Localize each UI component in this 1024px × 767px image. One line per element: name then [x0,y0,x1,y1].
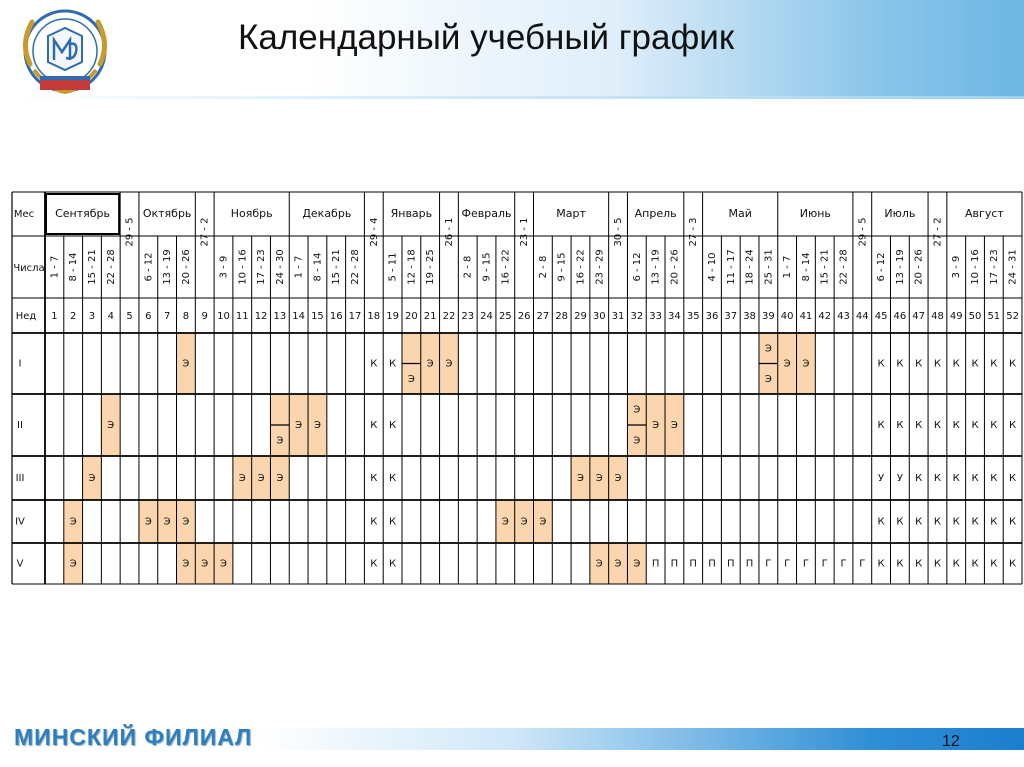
week-number: 32 [630,311,644,322]
schedule-cell: К [990,420,998,431]
schedule-cell: У [896,473,903,484]
schedule-cell: Г [784,558,791,570]
schedule-cell: Г [821,558,828,570]
week-number: 52 [1006,311,1019,322]
date-range: 23 - 29 [594,249,606,285]
cross-month-dates: 26 - 1 [443,217,455,247]
schedule-cell: Э [182,516,190,528]
date-range: 20 - 26 [669,249,681,285]
week-number: 33 [649,311,662,322]
schedule-cell: К [1009,473,1017,484]
date-range: 8 - 14 [312,252,324,282]
week-number: 4 [107,311,114,322]
month-label: Январь [390,207,433,220]
month-label: Ноябрь [230,207,273,220]
week-number: 41 [799,311,813,322]
week-number: 2 [69,311,77,322]
date-range: 22 - 28 [838,249,850,285]
month-label: Июль [884,207,916,220]
date-range: 3 - 9 [218,255,230,279]
schedule-cell: К [896,558,904,570]
week-number: 48 [931,311,944,322]
cross-month-dates: 29 - 4 [368,217,380,247]
week-number: 45 [874,311,888,322]
week-number: 26 [517,311,531,322]
date-range: 2 - 8 [537,255,549,279]
page-number: 12 [942,733,960,750]
date-range: 2 - 8 [462,255,474,279]
date-range: 6 - 12 [143,252,155,282]
schedule-cell: К [952,516,960,528]
schedule-cell: К [370,516,378,528]
schedule-cell: Э [219,558,227,570]
week-number: 20 [405,311,418,322]
date-range: 24 - 30 [274,249,286,285]
date-range: 16 - 22 [500,249,512,285]
week-number: 44 [855,311,869,322]
schedule-cell: П [670,558,679,570]
schedule-cell: К [877,516,885,528]
schedule-cell: К [1009,420,1017,431]
week-number: 18 [367,311,381,322]
schedule-cell: П [651,558,660,570]
week-number: 40 [780,311,794,322]
month-label: Май [728,207,752,220]
schedule-cell: К [915,558,923,570]
week-number: 19 [386,311,399,322]
week-number: 50 [968,311,982,322]
week-number: 22 [442,311,456,322]
schedule-cell: К [971,358,979,370]
schedule-cell: Э [182,358,190,370]
schedule-cell: Э [501,516,509,528]
month-label: Сентябрь [55,207,111,220]
branch-name: МИНСКИЙ ФИЛИАЛ [14,724,253,750]
schedule-cell: Э [144,516,152,528]
course-label: III [15,473,25,484]
cross-month-dates: 27 - 2 [199,217,211,247]
week-number: 11 [235,311,249,322]
date-range: 17 - 23 [988,249,1000,285]
date-range: 19 - 25 [425,249,437,285]
schedule-cell: Э [633,404,641,416]
schedule-cell: К [952,473,960,484]
week-number: 28 [555,311,569,322]
schedule-cell: К [933,558,942,570]
week-number: 23 [461,311,475,322]
week-number: 13 [273,311,287,322]
slide-title: Календарный учебный график [238,18,735,57]
month-label: Март [556,207,586,220]
cross-month-dates: 23 - 1 [519,217,531,247]
date-range: 11 - 17 [725,249,737,285]
date-range: 15 - 21 [86,249,98,285]
schedule-cell: П [727,558,735,570]
schedule-cell: Э [633,435,641,447]
week-number: 16 [329,311,343,322]
schedule-cell: Э [257,473,265,484]
cross-month-dates: 27 - 3 [688,217,700,247]
schedule-cell: Э [163,516,171,528]
date-range: 3 - 9 [951,255,963,279]
week-number: 5 [126,311,133,322]
schedule-cell: К [915,516,923,528]
week-number: 29 [574,311,587,322]
schedule-cell: К [1009,516,1017,528]
week-number: 39 [761,311,775,322]
schedule-cell: К [877,558,885,570]
date-range: 1 - 7 [782,255,794,279]
schedule-cell: Э [107,420,115,431]
week-number: 1 [51,311,58,322]
schedule-cell: Э [313,420,321,431]
date-range: 8 - 14 [800,252,812,282]
date-range: 9 - 15 [481,252,493,282]
week-number: 6 [145,311,152,322]
week-number: 17 [348,311,362,322]
schedule-cell: Э [276,473,284,484]
row-label-month: Мес [13,209,35,220]
schedule-cell: Э [652,420,660,431]
schedule-cell: Э [539,516,547,528]
schedule-cell: К [952,420,960,431]
row-label-week: Нед [15,311,37,322]
week-number: 14 [292,311,306,322]
schedule-cell: Э [426,358,434,370]
schedule-cell: К [1009,558,1017,570]
schedule-cell: Э [201,558,209,570]
schedule-cell: Э [576,473,584,484]
schedule-cell: К [370,473,378,484]
schedule-cell: К [971,420,979,431]
schedule-cell: Э [764,343,772,355]
schedule-cell: К [971,473,979,484]
schedule-cell: Э [595,558,603,570]
cross-month-dates: 27 - 2 [932,217,944,247]
week-number: 15 [311,311,324,322]
schedule-cell: К [896,420,904,431]
date-range: 20 - 26 [180,249,192,285]
date-range: 15 - 21 [819,249,831,285]
schedule-cell: Э [633,558,641,570]
schedule-cell: К [370,558,378,570]
month-label: Август [965,207,1004,220]
course-label: I [18,358,22,370]
date-range: 4 - 10 [706,252,718,282]
schedule-cell: К [952,358,960,370]
week-number: 24 [480,311,493,322]
course-label: V [16,558,24,570]
month-label: Апрель [634,207,677,220]
week-number: 36 [705,311,719,322]
schedule-cell: Э [69,558,77,570]
schedule-cell: К [933,420,942,431]
date-range: 25 - 31 [763,249,775,285]
schedule-cell: Э [783,358,791,370]
date-range: 9 - 15 [556,252,568,282]
schedule-cell: Э [670,420,678,431]
date-range: 17 - 23 [256,249,268,285]
date-range: 13 - 19 [894,249,906,285]
schedule-cell: К [389,516,397,528]
week-number: 47 [912,311,926,322]
schedule-cell: К [370,358,378,370]
date-range: 6 - 12 [631,252,643,282]
date-range: 1 - 7 [293,255,305,279]
schedule-cell: У [878,473,885,484]
date-range: 22 - 28 [350,249,362,285]
date-range: 6 - 12 [876,252,888,282]
date-range: 24 - 31 [1007,249,1019,285]
schedule-cell: К [877,358,885,370]
date-range: 22 - 28 [105,249,117,285]
schedule-cell: Э [764,373,772,385]
date-range: 8 - 14 [68,252,80,282]
week-number: 30 [592,311,606,322]
schedule-cell: Э [88,473,96,484]
schedule-cell: Э [238,473,246,484]
schedule-cell: Э [182,558,190,570]
schedule-cell: Э [802,358,810,370]
date-range: 1 - 7 [49,255,61,279]
month-label: Декабрь [302,207,352,220]
week-number: 38 [743,311,756,322]
week-number: 35 [686,311,700,322]
schedule-cell: К [952,558,960,570]
schedule-cell: К [896,516,904,528]
schedule-cell: К [896,358,904,370]
schedule-cell: К [915,473,923,484]
schedule-cell: К [877,420,885,431]
schedule-cell: К [370,420,378,431]
date-range: 13 - 19 [650,249,662,285]
schedule-cell: К [971,558,979,570]
month-label: Июнь [799,207,831,220]
week-number: 31 [611,311,625,322]
schedule-cell: Э [276,435,284,447]
schedule-cell: Э [295,420,303,431]
schedule-cell: К [933,516,942,528]
week-number: 7 [163,311,171,322]
date-range: 20 - 26 [913,249,925,285]
schedule-cell: Э [614,558,622,570]
schedule-cell: К [990,558,998,570]
schedule-cell: Э [445,358,453,370]
schedule-cell: Г [802,558,809,570]
cross-month-dates: 29 - 5 [124,217,136,247]
schedule-cell: К [990,358,998,370]
week-number: 37 [724,311,738,322]
week-number: 43 [837,311,850,322]
course-label: II [17,420,23,431]
schedule-cell: П [689,558,697,570]
date-range: 5 - 11 [387,252,399,282]
week-number: 34 [668,311,681,322]
cross-month-dates: 30 - 5 [613,217,625,247]
schedule-cell: К [990,473,998,484]
schedule-cell: Э [520,516,528,528]
date-range: 10 - 16 [970,249,982,285]
schedule-cell: К [389,558,397,570]
schedule-cell: К [915,358,923,370]
schedule-cell: П [708,558,716,570]
week-number: 49 [949,311,963,322]
week-number: 12 [254,311,268,322]
row-label-dates: Числа [13,263,45,274]
date-range: 16 - 22 [575,249,587,285]
schedule-cell: Э [407,373,415,385]
schedule-cell: К [1009,358,1017,370]
schedule-cell: Э [69,516,77,528]
week-number: 3 [88,311,96,322]
schedule-cell: К [389,358,397,370]
date-range: 13 - 19 [162,249,174,285]
week-number: 21 [423,311,437,322]
date-range: 15 - 21 [331,249,343,285]
schedule-cell: К [933,358,942,370]
week-number: 25 [498,311,512,322]
schedule-cell: К [990,516,998,528]
schedule-cell: К [971,516,979,528]
week-number: 8 [182,311,190,322]
schedule-cell: К [389,473,397,484]
schedule-cell: К [915,420,923,431]
schedule-cell: П [745,558,754,570]
week-number: 46 [893,311,907,322]
schedule-cell: Г [859,558,866,570]
week-number: 10 [217,311,230,322]
schedule-cell: Э [595,473,603,484]
schedule-cell: Г [840,558,847,570]
course-label: IV [15,516,25,528]
date-range: 12 - 18 [406,249,418,285]
month-label: Февраль [461,207,512,220]
date-range: 10 - 16 [237,249,249,285]
schedule-cell: Э [614,473,622,484]
schedule-cell: Г [765,558,772,570]
cross-month-dates: 29 - 5 [857,217,869,247]
schedule-cell: К [933,473,942,484]
date-range: 18 - 24 [744,249,756,285]
month-label: Октябрь [142,207,192,220]
week-number: 9 [201,311,208,322]
week-number: 42 [818,311,832,322]
week-number: 27 [536,311,550,322]
week-number: 51 [987,311,1001,322]
schedule-cell: К [389,420,397,431]
